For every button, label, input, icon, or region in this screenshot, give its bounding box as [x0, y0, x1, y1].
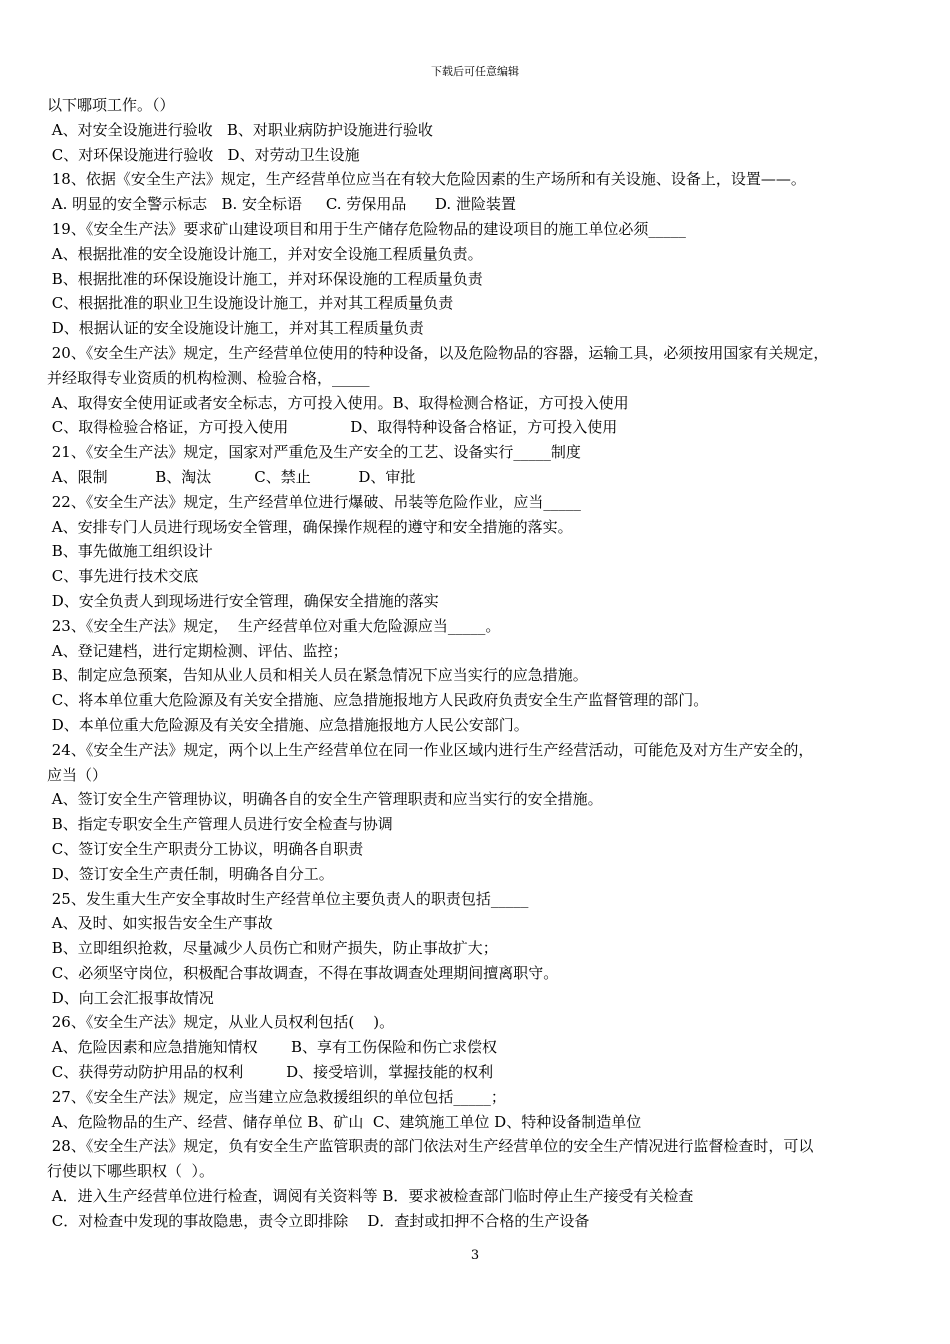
text-line: 19、《安全生产法》要求矿山建设项目和用于生产储存危险物品的建设项目的施工单位必须_____	[47, 219, 686, 238]
page-number: 3	[470, 1248, 480, 1263]
text-line: A、危险物品的生产、经营、储存单位 B、矿山 C、建筑施工单位 D、特种设备制造单位	[47, 1112, 642, 1131]
text-line: D、本单位重大危险源及有关安全措施、应急措施报地方人民公安部门。	[47, 715, 529, 734]
document-body	[47, 93, 917, 1234]
text-line: C、必须坚守岗位，积极配合事故调查，不得在事故调查处理期间擅离职守。	[47, 963, 559, 982]
text-line: B、立即组织抢救，尽量减少人员伤亡和财产损失，防止事故扩大；	[47, 939, 498, 958]
text-line: D、根据认证的安全设施设计施工，并对其工程质量负责	[47, 319, 424, 338]
text-line: D、向工会汇报事故情况	[47, 988, 214, 1007]
text-line: C、获得劳动防护用品的权利 D、接受培训，掌握技能的权利	[47, 1063, 494, 1082]
text-line: A．进入生产经营单位进行检查，调阅有关资料等 B．要求被检查部门临时停止生产接受有关检查	[47, 1187, 694, 1206]
text-line: B、指定专职安全生产管理人员进行安全检查与协调	[47, 815, 393, 834]
text-line: A、签订安全生产管理协议，明确各自的安全生产管理职责和应当实行的安全措施。	[47, 790, 603, 809]
text-line: 以下哪项工作。（）	[47, 96, 175, 114]
text-line: C、签订安全生产职责分工协议，明确各自职责	[47, 839, 364, 858]
page-header: 下载后可任意编辑	[431, 65, 519, 78]
text-line: C、事先进行技术交底	[47, 567, 199, 586]
text-line: A、根据批准的安全设施设计施工，并对安全设施工程质量负责。	[47, 244, 483, 263]
text-line: 并经取得专业资质的机构检测、检验合格，_____	[47, 368, 370, 387]
text-line: 24、《安全生产法》规定，两个以上生产经营单位在同一作业区域内进行生产经营活动，可能危及对方生产安全的，	[47, 740, 814, 759]
text-line: 23、《安全生产法》规定， 生产经营单位对重大危险源应当_____。	[47, 616, 501, 635]
text-line: C、对环保设施进行验收 D、对劳动卫生设施	[47, 145, 360, 164]
text-line: 应当（）	[47, 765, 108, 784]
text-line: A、安排专门人员进行现场安全管理，确保操作规程的遵守和安全措施的落实。	[47, 517, 573, 536]
text-line: A、限制 B、淘汰 C、禁止 D、审批	[47, 467, 416, 486]
text-line: C．对检查中发现的事故隐患，责令立即排除 D．查封或扣押不合格的生产设备	[47, 1211, 590, 1230]
text-line: 21、《安全生产法》规定，国家对严重危及生产安全的工艺、设备实行_____制度	[47, 443, 581, 462]
text-line: A、危险因素和应急措施知情权 B、享有工伤保险和伤亡求偿权	[47, 1038, 498, 1057]
text-line: 25、发生重大生产安全事故时生产经营单位主要负责人的职责包括_____	[47, 889, 529, 908]
text-line: 行使以下哪些职权（ ）。	[47, 1162, 215, 1181]
text-line: 18、依据《安全生产法》规定，生产经营单位应当在有较大危险因素的生产场所和有关设施、设备上，设置——。	[47, 170, 806, 189]
text-line: A、及时、如实报告安全生产事故	[47, 914, 273, 933]
text-line: A、对安全设施进行验收 B、对职业病防护设施进行验收	[47, 120, 433, 139]
text-line: C、根据批准的职业卫生设施设计施工，并对其工程质量负责	[47, 294, 454, 313]
text-line: D、签订安全生产责任制，明确各自分工。	[47, 864, 334, 883]
text-line: C、将本单位重大危险源及有关安全措施、应急措施报地方人民政府负责安全生产监督管理的部门。	[47, 691, 709, 710]
text-line: 26、《安全生产法》规定，从业人员权利包括( )。	[47, 1013, 395, 1032]
text-line: A. 明显的安全警示标志 B. 安全标语 C. 劳保用品 D. 泄险装置	[47, 195, 516, 214]
text-line: 22、《安全生产法》规定，生产经营单位进行爆破、吊装等危险作业，应当_____	[47, 492, 581, 511]
text-line: C、取得检验合格证，方可投入使用 D、取得特种设备合格证，方可投入使用	[47, 418, 618, 437]
text-line: 27、《安全生产法》规定，应当建立应急救援组织的单位包括_____；	[47, 1087, 506, 1106]
text-line: 20、《安全生产法》规定，生产经营单位使用的特种设备，以及危险物品的容器，运输工具，必须按用国家有关规定，	[47, 343, 829, 362]
text-line: B、事先做施工组织设计	[47, 542, 213, 561]
text-line: D、安全负责人到现场进行安全管理，确保安全措施的落实	[47, 591, 439, 610]
text-line: B、根据批准的环保设施设计施工，并对环保设施的工程质量负责	[47, 269, 483, 288]
text-line: 28、《安全生产法》规定，负有安全生产监管职责的部门依法对生产经营单位的安全生产情况进行监督检查时，可以	[47, 1137, 814, 1156]
text-line: A、登记建档，进行定期检测、评估、监控；	[47, 641, 348, 660]
text-line: B、制定应急预案，告知从业人员和相关人员在紧急情况下应当实行的应急措施。	[47, 666, 588, 685]
text-line: A、取得安全使用证或者安全标志，方可投入使用。B、取得检测合格证，方可投入使用	[47, 393, 629, 412]
